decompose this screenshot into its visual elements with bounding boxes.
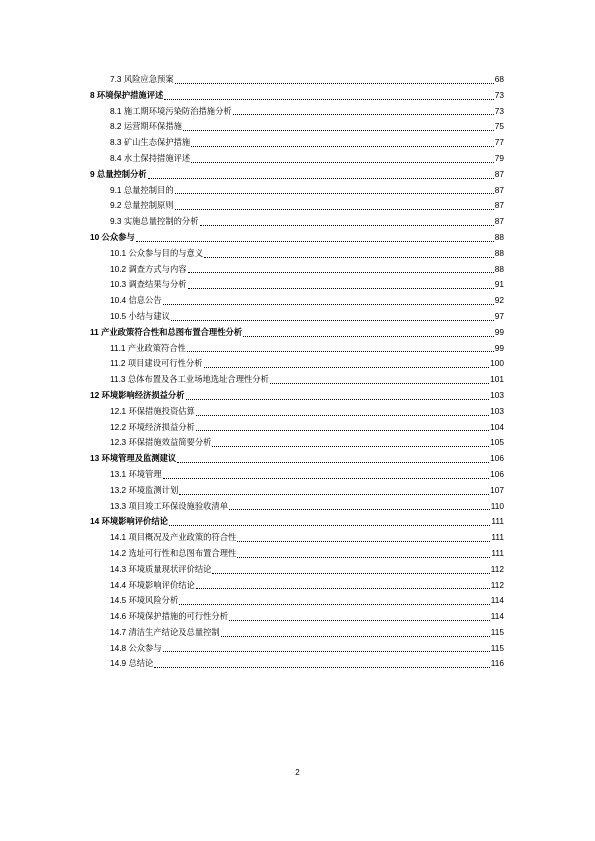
toc-chapter-entry[interactable] [90,88,504,104]
toc-section-entry[interactable] [90,578,504,594]
toc-entry-title: 9.2 总量控制原则 [110,200,174,211]
toc-entry-page-number: 111 [491,547,504,558]
toc-entry-page-number: 88 [494,247,504,258]
toc-entry-page-number: 77 [494,137,504,148]
toc-entry-title: 11.1 产业政策符合性 [110,342,186,353]
toc-dot-leader [164,99,493,100]
toc-entry-title: 13 环境管理及监测建议 [90,453,177,464]
toc-entry-page-number: 103 [490,389,504,400]
toc-section-entry[interactable] [90,151,504,167]
toc-section-entry[interactable] [90,609,504,625]
toc-entry-page-number: 73 [494,89,504,100]
toc-entry-page-number: 114 [490,611,504,622]
toc-entry-title: 14.5 环境风险分析 [110,595,179,606]
toc-dot-leader [212,573,489,574]
toc-section-entry[interactable] [90,135,504,151]
toc-chapter-entry[interactable] [90,451,504,467]
toc-section-entry[interactable] [90,372,504,388]
toc-dot-leader [237,557,490,558]
toc-entry-page-number: 87 [494,168,504,179]
toc-dot-leader [229,509,490,510]
toc-entry-title: 8.1 施工期环境污染防治措施分析 [110,105,232,116]
toc-section-entry[interactable] [90,119,504,135]
toc-entry-title: 14.8 公众参与 [110,642,162,653]
toc-dot-leader [179,604,490,605]
toc-entry-title: 10.2 调查方式与内容 [110,263,187,274]
toc-entry-title: 9.1 总量控制目的 [110,184,174,195]
toc-entry-title: 13.2 环境监测计划 [110,484,179,495]
toc-dot-leader [175,209,494,210]
toc-entry-page-number: 100 [490,358,504,369]
toc-entry-title: 12 环境影响经济损益分析 [90,389,185,400]
toc-chapter-entry[interactable] [90,514,504,530]
toc-section-entry[interactable] [90,198,504,214]
toc-entry-page-number: 103 [490,405,504,416]
toc-entry-page-number: 79 [494,152,504,163]
toc-section-entry[interactable] [90,356,504,372]
toc-entry-title: 11 产业政策符合性和总图布置合理性分析 [90,326,243,337]
toc-section-entry[interactable] [90,277,504,293]
toc-section-entry[interactable] [90,435,504,451]
toc-entry-title: 14.9 总结论 [110,658,154,669]
toc-entry-page-number: 92 [494,295,504,306]
toc-section-entry[interactable] [90,546,504,562]
toc-entry-page-number: 97 [494,310,504,321]
toc-dot-leader [243,336,494,337]
toc-entry-title: 10.4 信息公告 [110,295,162,306]
toc-entry-page-number: 112 [490,579,504,590]
toc-dot-leader [179,494,489,495]
toc-dot-leader [191,162,494,163]
toc-dot-leader [148,178,494,179]
toc-chapter-entry[interactable] [90,325,504,341]
toc-dot-leader [270,383,489,384]
toc-entry-title: 8 环境保护措施评述 [90,89,164,100]
toc-entry-page-number: 88 [494,231,504,242]
toc-section-entry[interactable] [90,293,504,309]
toc-dot-leader [163,651,490,652]
toc-entry-page-number: 115 [490,642,504,653]
toc-entry-page-number: 106 [490,453,504,464]
toc-section-entry[interactable] [90,341,504,357]
toc-entry-title: 10 公众参与 [90,231,135,242]
toc-entry-title: 12.2 环境经济损益分析 [110,421,195,432]
toc-entry-title: 9.3 实施总量控制的分析 [110,216,199,227]
toc-dot-leader [171,320,494,321]
toc-dot-leader [196,430,489,431]
toc-entry-title: 14.1 项目概况及产业政策的符合性 [110,532,237,543]
toc-entry-title: 8.4 水土保持措施评述 [110,152,191,163]
toc-entry-page-number: 104 [490,421,504,432]
toc-entry-page-number: 111 [491,516,504,527]
toc-entry-page-number: 75 [494,121,504,132]
table-of-contents [90,72,504,672]
toc-section-entry[interactable] [90,404,504,420]
toc-entry-page-number: 87 [494,200,504,211]
toc-section-entry[interactable] [90,641,504,657]
toc-dot-leader [187,351,494,352]
toc-entry-title: 10.5 小结与建议 [110,310,170,321]
toc-chapter-entry[interactable] [90,388,504,404]
toc-entry-page-number: 73 [494,105,504,116]
toc-dot-leader [175,193,494,194]
toc-entry-title: 12.3 环保措施效益简要分析 [110,437,212,448]
toc-dot-leader [196,415,489,416]
toc-entry-page-number: 112 [490,563,504,574]
toc-entry-title: 13.1 环境管理 [110,468,162,479]
toc-entry-page-number: 68 [494,74,504,84]
toc-entry-title: 7.3 风险应急预案 [110,74,174,84]
toc-dot-leader [212,446,489,447]
toc-entry-title: 10.1 公众参与目的与意义 [110,247,204,258]
toc-dot-leader [163,478,490,479]
toc-dot-leader [229,620,490,621]
toc-entry-title: 14.7 清洁生产结论及总量控制 [110,626,220,637]
toc-entry-page-number: 99 [494,342,504,353]
toc-section-entry[interactable] [90,262,504,278]
toc-entry-page-number: 87 [494,216,504,227]
toc-section-entry[interactable] [90,593,504,609]
toc-entry-title: 9 总量控制分析 [90,168,147,179]
toc-section-entry[interactable] [90,625,504,641]
toc-entry-title: 13.3 项目竣工环保设施验收清单 [110,500,229,511]
toc-dot-leader [183,130,494,131]
toc-entry-title: 14.4 环境影响评价结论 [110,579,195,590]
toc-entry-page-number: 106 [490,468,504,479]
toc-dot-leader [188,288,494,289]
toc-entry-title: 14.3 环境质量现状评价结论 [110,563,212,574]
toc-section-entry[interactable] [90,72,504,88]
toc-entry-page-number: 99 [494,326,504,337]
toc-dot-leader [191,146,494,147]
toc-entry-title: 11.3 总体布置及各工业场地选址合理性分析 [110,374,269,385]
toc-entry-title: 11.2 项目建设可行性分析 [110,358,203,369]
toc-chapter-entry[interactable] [90,230,504,246]
toc-dot-leader [204,367,490,368]
toc-dot-leader [237,541,490,542]
toc-dot-leader [154,667,489,668]
toc-dot-leader [163,304,494,305]
toc-entry-title: 14.2 选址可行性和总图布置合理性 [110,547,237,558]
toc-entry-page-number: 105 [490,437,504,448]
toc-section-entry[interactable] [90,499,504,515]
toc-section-entry[interactable] [90,104,504,120]
toc-entry-page-number: 87 [494,184,504,195]
toc-dot-leader [175,83,494,84]
toc-section-entry[interactable] [90,483,504,499]
toc-dot-leader [186,399,490,400]
toc-entry-page-number: 88 [494,263,504,274]
toc-entry-title: 14 环境影响评价结论 [90,516,168,527]
toc-section-entry[interactable] [90,183,504,199]
toc-section-entry[interactable] [90,246,504,262]
toc-entry-page-number: 111 [491,532,504,543]
toc-entry-page-number: 101 [490,374,504,385]
toc-dot-leader [169,525,490,526]
toc-section-entry[interactable] [90,656,504,672]
toc-entry-page-number: 107 [490,484,504,495]
toc-chapter-entry[interactable] [90,167,504,183]
toc-entry-page-number: 110 [490,500,504,511]
toc-entry-title: 14.6 环境保护措施的可行性分析 [110,611,229,622]
page-number: 2 [295,768,300,777]
toc-dot-leader [196,588,490,589]
toc-entry-title: 12.1 环保措施投资估算 [110,405,195,416]
toc-dot-leader [136,241,494,242]
toc-entry-title: 8.3 矿山生态保护措施 [110,137,191,148]
toc-section-entry[interactable] [90,420,504,436]
toc-entry-title: 10.3 调查结果与分析 [110,279,187,290]
toc-section-entry[interactable] [90,530,504,546]
toc-entry-page-number: 91 [494,279,504,290]
toc-dot-leader [221,636,490,637]
toc-section-entry[interactable] [90,562,504,578]
toc-dot-leader [233,114,494,115]
toc-dot-leader [177,462,489,463]
toc-entry-page-number: 115 [490,626,504,637]
toc-dot-leader [204,257,494,258]
toc-dot-leader [200,225,494,226]
toc-section-entry[interactable] [90,214,504,230]
toc-section-entry[interactable] [90,467,504,483]
toc-entry-page-number: 116 [490,658,504,669]
toc-section-entry[interactable] [90,309,504,325]
toc-entry-page-number: 114 [490,595,504,606]
toc-entry-title: 8.2 运营期环保措施 [110,121,182,132]
toc-dot-leader [188,272,494,273]
